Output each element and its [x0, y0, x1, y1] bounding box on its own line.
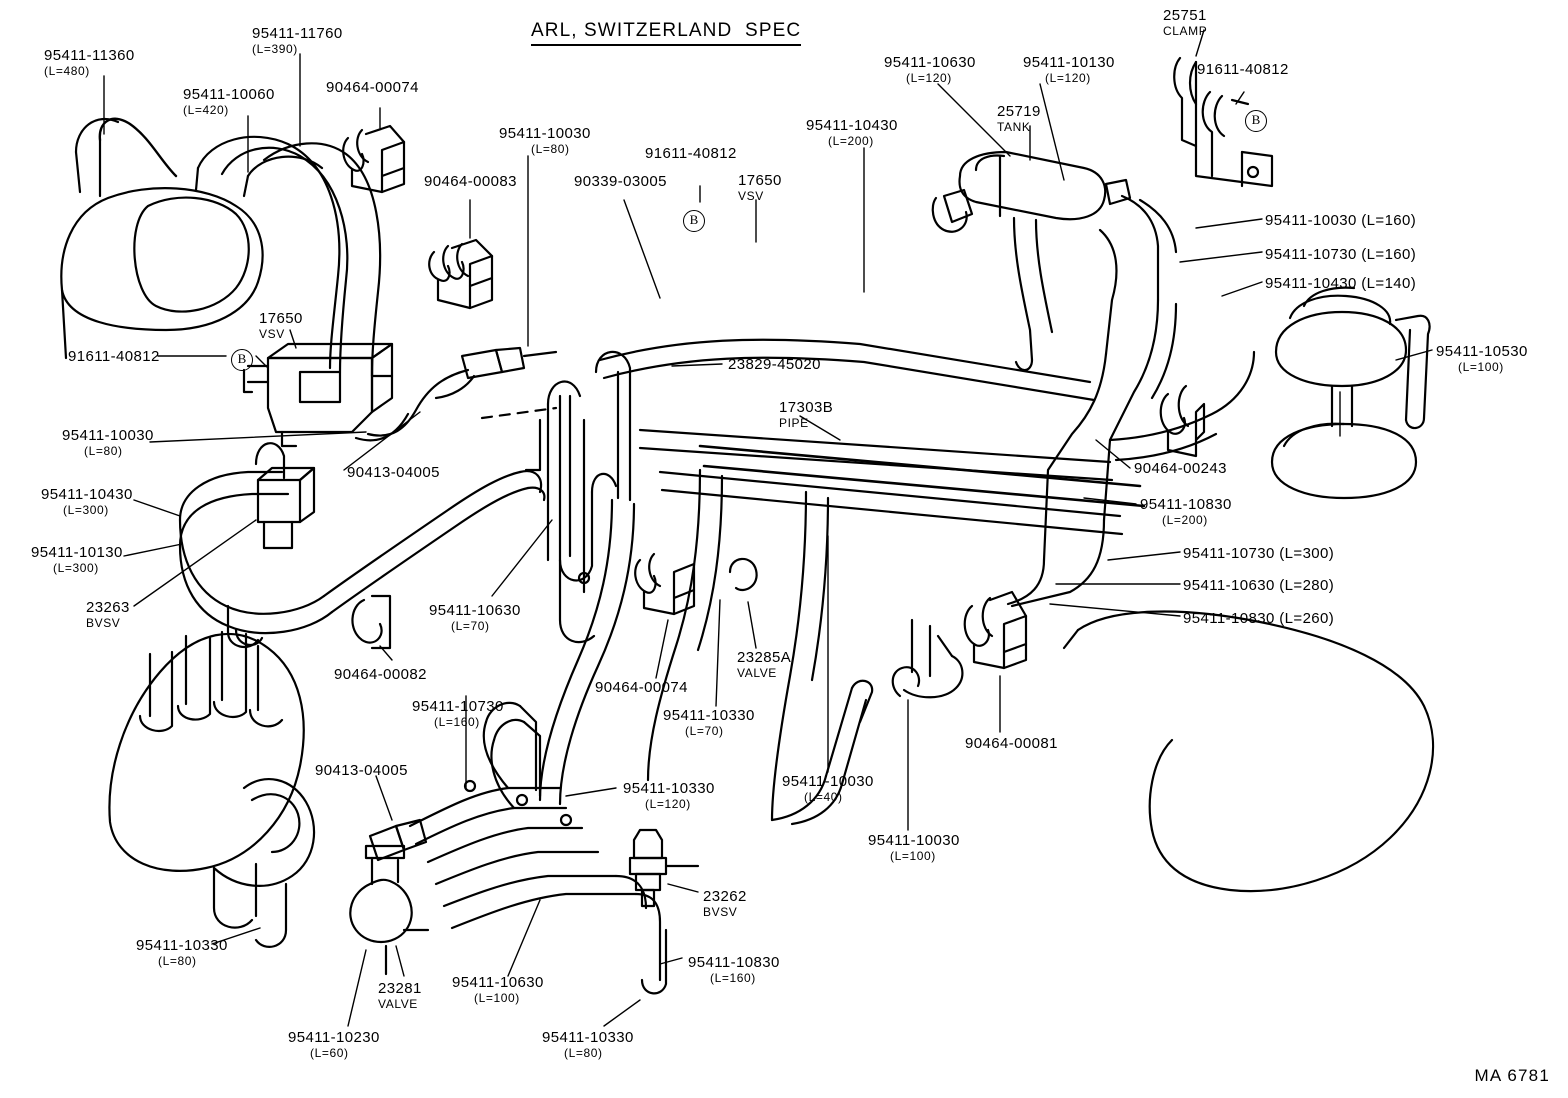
- callout-hose-95411-10730-160: 95411-10730 (L=160): [1265, 246, 1417, 263]
- callout-hose-95411-10130-120: 95411-10130 (L=120): [1023, 54, 1115, 85]
- callout-hose-95411-10430-300: 95411-10430 (L=300): [41, 486, 133, 517]
- reference-mark-b-left: B: [231, 349, 253, 371]
- callout-hose-95411-10830-160: 95411-10830 (L=160): [688, 954, 780, 985]
- callout-clip-90464-00082: 90464-00082: [334, 666, 427, 683]
- callout-hose-95411-10030-160: 95411-10030 (L=160): [1265, 212, 1417, 229]
- callout-valve-23285A: 23285A VALVE: [737, 649, 792, 680]
- callout-bvsv-23262: 23262 BVSV: [703, 888, 747, 919]
- callout-clip-90464-00074-top: 90464-00074: [326, 79, 419, 96]
- callout-pipe-17303B: 17303B PIPE: [779, 399, 834, 430]
- figure-code: MA 6781: [1474, 1066, 1550, 1085]
- callout-hose-95411-10630-100: 95411-10630 (L=100): [452, 974, 544, 1005]
- callout-clamp-91611-40812-left: 91611-40812: [68, 348, 160, 365]
- callout-hose-95411-10060: 95411-10060 (L=420): [183, 86, 275, 117]
- callout-hose-95411-10830-200: 95411-10830 (L=200): [1140, 496, 1232, 527]
- callout-hose-95411-10430-200: 95411-10430 (L=200): [806, 117, 898, 148]
- callout-hose-95411-10330-80-left: 95411-10330 (L=80): [136, 937, 228, 968]
- callout-screw-90413-04005-low: 90413-04005: [315, 762, 408, 779]
- callout-clip-90464-00243: 90464-00243: [1134, 460, 1227, 477]
- reference-mark-b-center: B: [683, 210, 705, 232]
- callout-hose-95411-10330-120: 95411-10330 (L=120): [623, 780, 715, 811]
- callout-part-90339-03005: 90339-03005: [574, 173, 667, 190]
- callout-clamp-91611-40812-right: 91611-40812: [1197, 61, 1289, 78]
- callout-hose-95411-10630-120: 95411-10630 (L=120): [884, 54, 976, 85]
- diagram-title: ARL, SWITZERLAND SPEC: [531, 20, 801, 46]
- callout-hose-95411-10430-140: 95411-10430 (L=140): [1265, 275, 1417, 292]
- callout-hose-95411-10730-300: 95411-10730 (L=300): [1183, 545, 1335, 562]
- callout-vsv-17650-left: 17650 VSV: [259, 310, 303, 341]
- callout-clip-90464-00074-mid: 90464-00074: [595, 679, 688, 696]
- callout-clamp-25751: 25751 CLAMP: [1163, 7, 1208, 38]
- callout-screw-90413-04005-top: 90413-04005: [347, 464, 440, 481]
- callout-pipe-23829-45020: 23829-45020: [728, 356, 821, 373]
- callout-hose-95411-10030-80-left: 95411-10030 (L=80): [62, 427, 154, 458]
- callout-hose-95411-10830-260: 95411-10830 (L=260): [1183, 610, 1335, 627]
- callout-hose-95411-10630-280: 95411-10630 (L=280): [1183, 577, 1335, 594]
- callout-hose-95411-10230-60: 95411-10230 (L=60): [288, 1029, 380, 1060]
- callout-hose-95411-10530-100: 95411-10530 (L=100): [1436, 343, 1528, 374]
- callout-hose-95411-10630-70: 95411-10630 (L=70): [429, 602, 521, 633]
- callout-hose-95411-10130-300: 95411-10130 (L=300): [31, 544, 123, 575]
- callout-clip-90464-00083: 90464-00083: [424, 173, 517, 190]
- callout-hose-95411-10030-100: 95411-10030 (L=100): [868, 832, 960, 863]
- reference-mark-b-right: B: [1245, 110, 1267, 132]
- callout-hose-95411-10330-70: 95411-10330 (L=70): [663, 707, 755, 738]
- callout-hose-95411-10730-160-low: 95411-10730 (L=160): [412, 698, 504, 729]
- callout-bvsv-23263: 23263 BVSV: [86, 599, 130, 630]
- callout-hose-95411-10030-80-top: 95411-10030 (L=80): [499, 125, 591, 156]
- callout-tank-25719: 25719 TANK: [997, 103, 1041, 134]
- callout-hose-95411-11360: 95411-11360 (L=480): [44, 47, 135, 78]
- callout-hose-95411-10330-80-bottom: 95411-10330 (L=80): [542, 1029, 634, 1060]
- callout-vsv-17650-top: 17650 VSV: [738, 172, 782, 203]
- callout-clamp-91611-40812-top: 91611-40812: [645, 145, 737, 162]
- callout-hose-95411-11760: 95411-11760 (L=390): [252, 25, 343, 56]
- callout-hose-95411-10030-40: 95411-10030 (L=40): [782, 773, 874, 804]
- callout-clip-90464-00081: 90464-00081: [965, 735, 1058, 752]
- callout-valve-23281: 23281 VALVE: [378, 980, 422, 1011]
